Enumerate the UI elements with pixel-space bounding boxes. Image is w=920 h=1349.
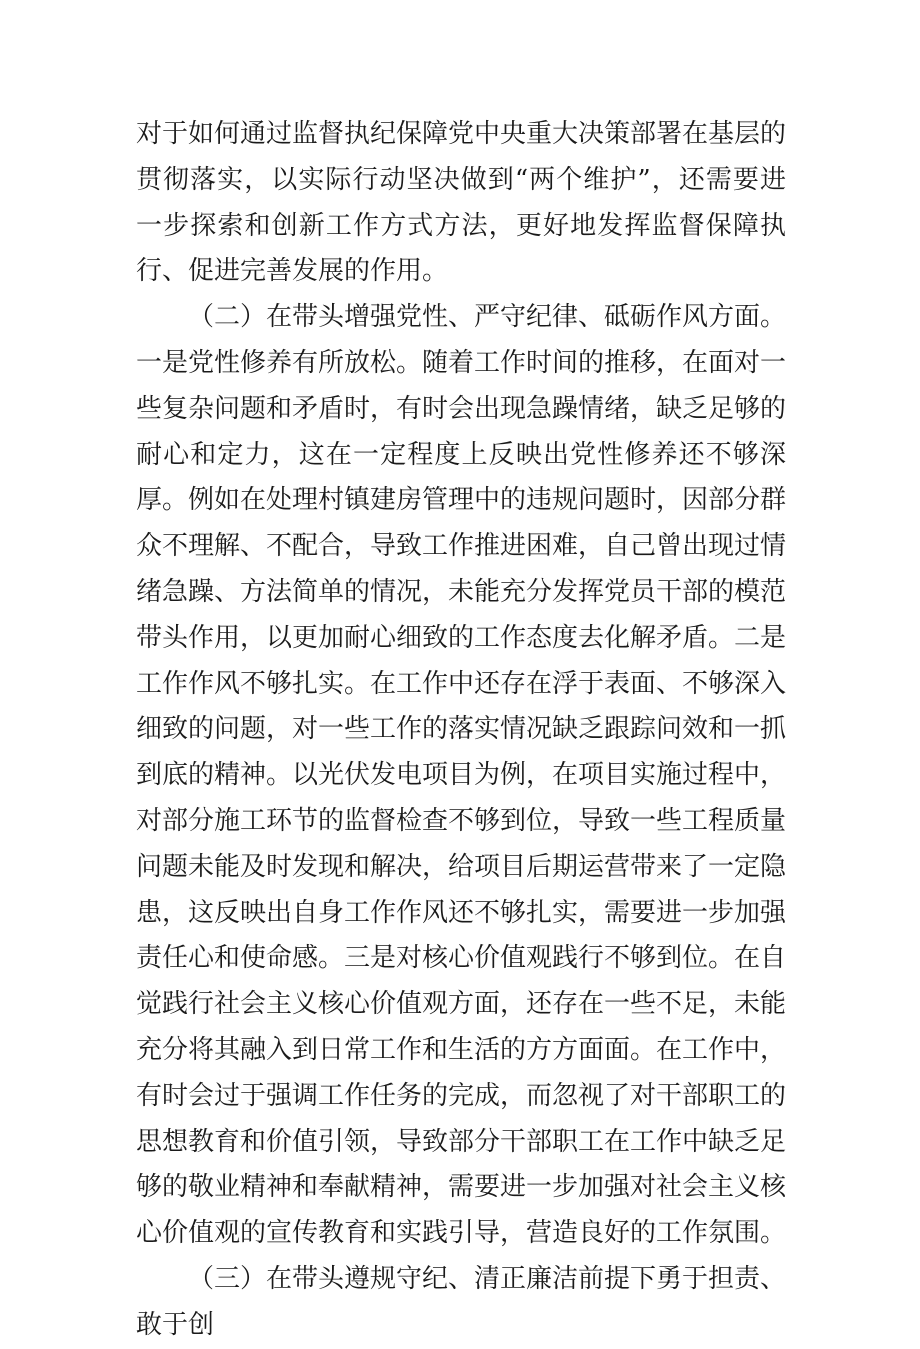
paragraph-section-three-heading: （三）在带头遵规守纪、清正廉洁前提下勇于担责、敢于创 (136, 1263, 787, 1340)
paragraph-section-two: （二）在带头增强党性、严守纪律、砥砺作风方面。一是党性修养有所放松。随着工作时间的推移，在面对一些复杂问题和矛盾时，有时会出现急躁情绪，缺乏足够的耐心和定力，这在一定程度上反映出党性修养还不够深厚。例如在处理村镇建房管理中的违规问题时，因部分群众不理解、不配合，导致工作推进困难，自己曾出现过情绪急躁、方法简单的情况，未能充分发挥党员干部的模范带头作用，以更加耐心细致的工作态度去化解矛盾。二是工作作风不够扎实。在工作中还存在浮于表面、不够深入细致的问题，对一些工作的落实情况缺乏跟踪问效和一抓到底的精神。以光伏发电项目为例，在项目实施过程中，对部分施工环节的监督检查不够到位，导致一些工程质量问题未能及时发现和解决，给项目后期运营带来了一定隐患，这反映出自身工作作风还不够扎实，需要进一步加强责任心和使命感。三是对核心价值观践行不够到位。在自觉践行社会主义核心价值观方面，还存在一些不足，未能充分将其融入到日常工作和生活的方方面面。在工作中，有时会过于强调工作任务的完成，而忽视了对干部职工的思想教育和价值引领，导致部分干部职工在工作中缺乏足够的敬业精神和奉献精神，需要进一步加强对社会主义核心价值观的宣传教育和实践引导，营造良好的工作氛围。 (136, 302, 787, 1249)
paragraph-continuation: 对于如何通过监督执纪保障党中央重大决策部署在基层的贯彻落实，以实际行动坚决做到“两个维护”，还需要进一步探索和创新工作方式方法，更好地发挥监督保障执行、促进完善发展的作用。 (136, 119, 787, 287)
document-body (136, 112, 786, 1349)
